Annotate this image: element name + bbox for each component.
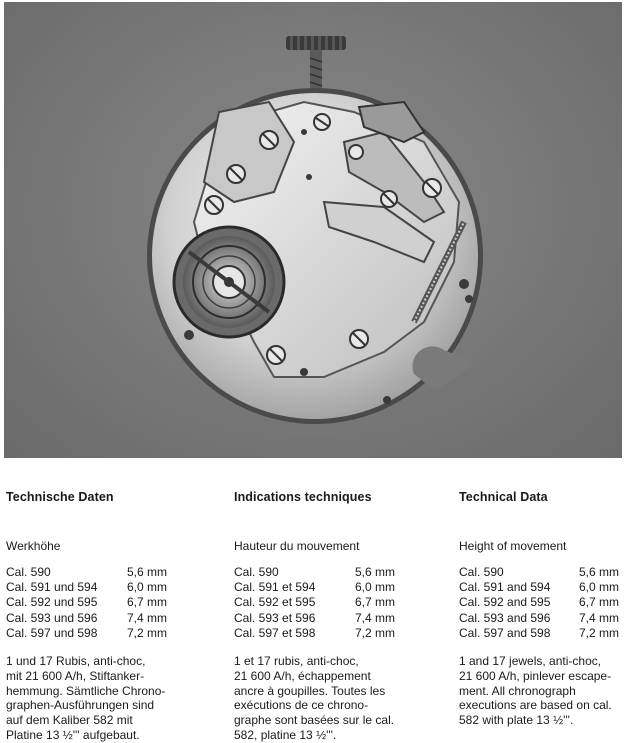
watch-movement-photo [4,2,622,458]
height-label: Werkhöhe [6,539,61,553]
calibre-height: 7,4 mm [355,610,396,625]
list-item [234,565,414,580]
calibre-height: 7,4 mm [127,610,168,625]
list-item [459,611,625,626]
calibre-name: Cal. 593 und 596 [6,610,98,625]
calibre-name: Cal. 591 and 594 [459,580,551,595]
column-german [6,490,186,743]
calibre-height: 6,7 mm [579,595,620,610]
list-item [459,626,625,641]
list-item [459,595,625,610]
calibre-list [6,565,186,641]
calibre-height: 7,2 mm [355,625,396,640]
column-french [234,490,414,743]
column-english [459,490,625,728]
calibre-name: Cal. 591 et 594 [234,580,316,595]
description: 1 und 17 Rubis, anti-choc, mit 21 600 A/h, Stiftanker- hemmung. Sämtliche Chrono- graphen-Ausführungen sind auf dem Kaliber 582 mit Platine 13 ½''' aufgebaut. [6,653,166,742]
calibre-height: 6,0 mm [127,580,168,595]
column-title: Technische Daten [6,490,114,504]
calibre-name: Cal. 591 und 594 [6,580,98,595]
calibre-name: Cal. 592 und 595 [6,595,98,610]
list-item [6,611,186,626]
calibre-height: 5,6 mm [355,565,396,579]
column-title: Technical Data [459,490,548,504]
calibre-name: Cal. 593 et 596 [234,610,316,625]
calibre-list [234,565,414,641]
list-item [6,580,186,595]
list-item [234,580,414,595]
list-item [234,595,414,610]
calibre-height: 5,6 mm [579,565,620,579]
calibre-name: Cal. 590 [6,565,51,579]
height-label: Hauteur du mouvement [234,539,360,553]
list-item [234,626,414,641]
calibre-name: Cal. 592 and 595 [459,595,551,610]
balance-wheel [174,227,284,337]
calibre-height: 7,2 mm [127,625,168,640]
height-label: Height of movement [459,539,567,553]
calibre-height: 6,7 mm [355,595,396,610]
description: 1 and 17 jewels, anti-choc, 21 600 A/h, pinlever escape- ment. All chronograph executions are based on cal. 582 with plate 13 ½'''. [459,653,612,728]
calibre-height: 7,2 mm [579,625,620,640]
calibre-name: Cal. 590 [234,565,279,579]
list-item [459,565,625,580]
list-item [6,565,186,580]
calibre-name: Cal. 593 and 596 [459,610,551,625]
list-item [234,611,414,626]
calibre-name: Cal. 597 and 598 [459,625,551,640]
list-item [6,626,186,641]
calibre-height: 5,6 mm [127,565,168,579]
calibre-name: Cal. 597 et 598 [234,625,316,640]
description: 1 et 17 rubis, anti-choc, 21 600 A/h, échappement ancre à goupilles. Toutes les exécutions de ce chrono- graphe sont basées sur le cal. 582, platine 13 ½'''. [234,653,395,742]
calibre-height: 7,4 mm [579,610,620,625]
calibre-height: 6,0 mm [355,580,396,595]
list-item [459,580,625,595]
calibre-name: Cal. 592 et 595 [234,595,316,610]
calibre-list [459,565,625,641]
column-title: Indications techniques [234,490,372,504]
calibre-name: Cal. 597 und 598 [6,625,98,640]
calibre-height: 6,7 mm [127,595,168,610]
list-item [6,595,186,610]
calibre-height: 6,0 mm [579,580,620,595]
calibre-name: Cal. 590 [459,565,504,579]
